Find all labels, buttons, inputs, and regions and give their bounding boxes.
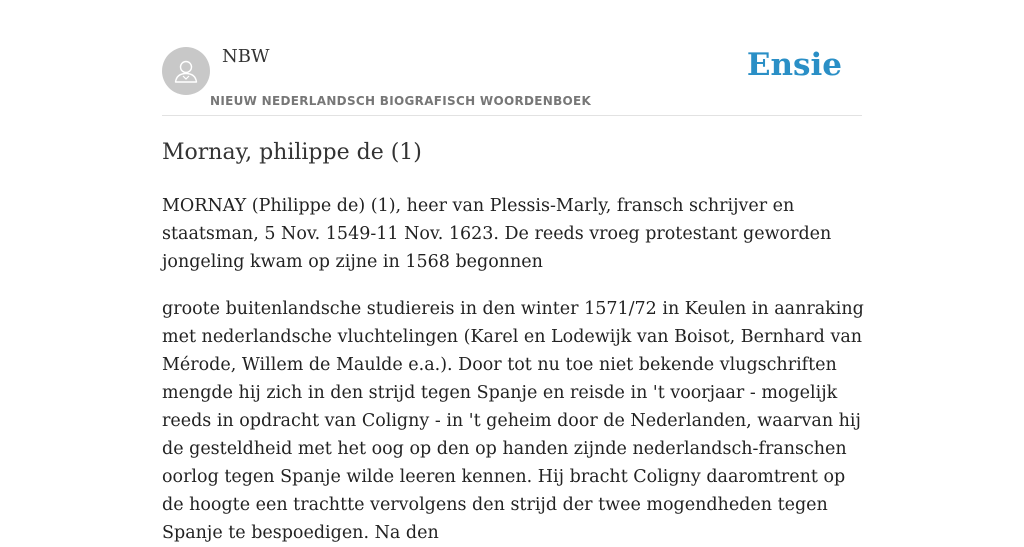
source-header	[162, 0, 862, 116]
source-avatar[interactable]	[162, 47, 210, 95]
ensie-logo-link[interactable]: Ensie	[746, 47, 842, 83]
article-paragraph-2: groote buitenlandsche studiereis in den winter 1571/72 in Keulen in aanraking met nederlandsche vluchtelingen (Karel en Lodewijk van Boisot, Bernhard van Mérode, Willem de Maulde e.a.). Door tot nu toe niet bekende vlugschriften mengde hij zich in den strijd tegen Spanje en reisde in 't voorjaar - mogelijk reeds in opdracht van Coligny - in 't geheim door de Nederlanden, waarvan hij de gesteldheid met het oog op den op handen zijnde nederlandsch-franschen oorlog tegen Spanje wilde leeren kennen. Hij bracht Coligny daaromtrent op de hoogte een trachtte vervolgens den strijd der twee mogendheden tegen Spanje te bespoedigen. Na den	[162, 299, 864, 543]
article-paragraph-1: MORNAY (Philippe de) (1), heer van Plessis-Marly, fransch schrijver en staatsman, 5 Nov. 1549-11 Nov. 1623. De reeds vroeg protestant geworden jongeling kwam op zijne in 1568 begonnen	[162, 196, 832, 272]
source-name-link[interactable]: NBW	[222, 46, 270, 67]
user-outline-icon	[171, 56, 201, 86]
article-title: Mornay, philippe de (1)	[162, 140, 422, 165]
content-container	[162, 0, 864, 543]
source-subtitle: NIEUW NEDERLANDSCH BIOGRAFISCH WOORDENBOEK	[210, 94, 592, 108]
